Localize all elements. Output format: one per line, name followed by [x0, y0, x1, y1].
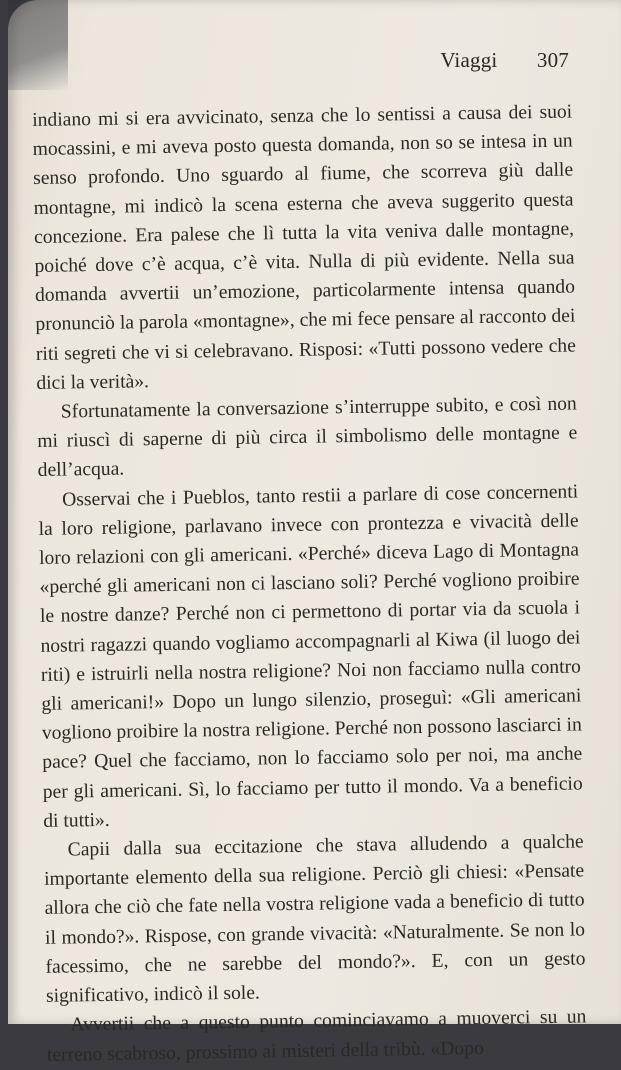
page-corner-shadow — [8, 0, 68, 90]
paragraph: Sfortunatamente la conversazione s’interruppe subito, e così non mi riuscì di saperne di più circa il simbolismo delle montagne e dell’acqua. — [37, 393, 578, 482]
paragraph: Capii dalla sua eccitazione che stava alludendo a qualche importante elemento della sua religione. Perciò gli chiesi: «Pensate allora che ciò che fate nella vostra religione vada a beneficio di tutto il mondo?». Rispose, con grande vivacità: «Naturalmente. Se non lo facessimo, che ne sarebbe del mondo?». E, con un gesto significativo, indicò il sole. — [43, 831, 586, 1007]
paragraph: Osservai che i Pueblos, tanto restii a parlare di cose concernenti la loro religione, parlavano invece con prontezza e vivacità delle loro relazioni con gli americani. «Perché» diceva Lago di Montagna «perché gli americani non ci lasciano soli? Perché vogliono proibire le nostre danze? Perché non ci permettono di portar via da scuola i nostri ragazzi quando vogliamo accompagnarli al Kiwa (il luogo dei riti) e istruirli nella nostra religione? Noi non facciamo nulla contro gli americani!» Dopo un lungo silenzio, proseguì: «Gli americani vogliono proibire la nostra religione. Perché non possono lasciarci in pace? Quel che facciamo, non lo facciamo solo per noi, ma anche per gli americani. Sì, lo facciamo per tutto il mondo. Va a beneficio di tutti». — [38, 481, 583, 832]
page-number: 307 — [536, 48, 569, 72]
running-header — [440, 48, 569, 73]
body-text — [32, 98, 587, 1070]
paragraph: indiano mi si era avvicinato, senza che lo sentissi a causa dei suoi mocassini, e mi aveva posto questa domanda, non so se intesa in un senso profondo. Uno sguardo al fiume, che scorreva giù dalle montagne, mi indicò la scena esterna che aveva suggerito questa concezione. Era palese che lì tutta la vita veniva dalle montagne, poiché dove c’è acqua, c’è vita. Nulla di più evidente. Nella sua domanda avvertii un’emozione, particolarmente intensa quando pronunciò la parola «montagne», che mi fece pensare al racconto dei riti segreti che vi si celebravano. Risposi: «Tutti possono vedere che dici la verità». — [32, 101, 576, 394]
paragraph: Avvertii che a questo punto cominciavamo a muoverci su un terreno scabroso, prossimo ai misteri della tribù. «Dopo — [46, 1006, 587, 1066]
section-title: Viaggi — [440, 48, 498, 72]
book-page — [8, 0, 621, 1066]
